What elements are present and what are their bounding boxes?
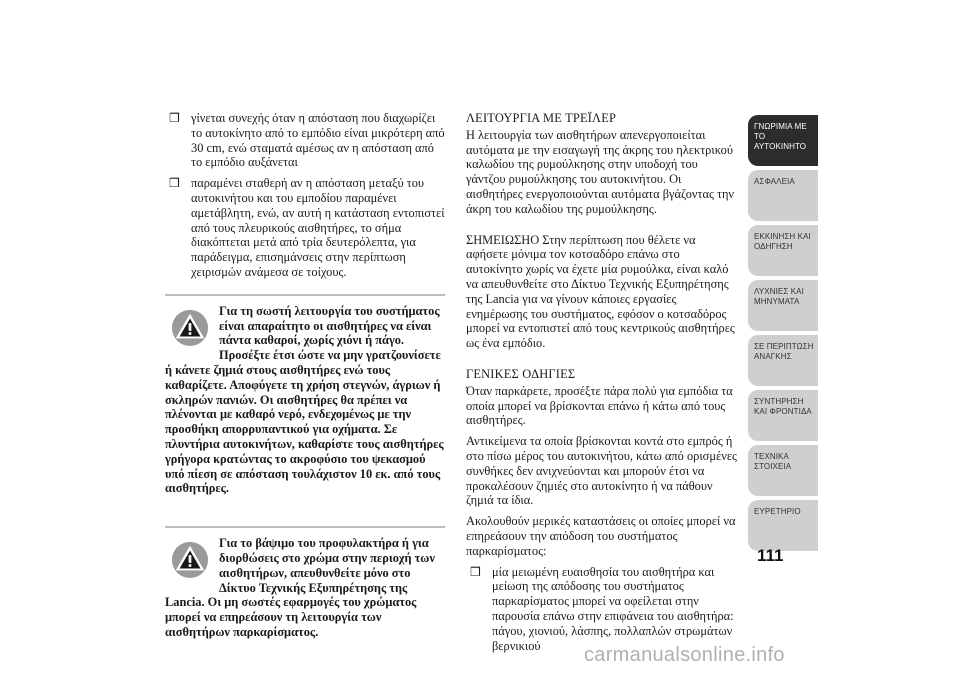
bullet-text: μία μειωμένη ευαισθησία του αισθητήρα και μείωση της απόδοσης του συστήματος παρκαρίσματος μπορεί να οφείλεται στην παρουσία επάνω στην επιφάνεια του αισθητήρα: πάγου, χιονιού, λάσπης, πολλαπλών στρωμάτων βερνικιού	[492, 564, 734, 653]
paragraph-note: ΣΗΜΕΙΩΣΗΟ Στην περίπτωση που θέλετε να αφήσετε μόνιμα τον κοτσαδόρο επάνω στο αυτοκίνητο χωρίς να έχετε μία ρυμούλκα, είναι καλό να απευθυνθείτε στο Δίκτυο Τεχνικής Εξυπηρέτησης της Lancia για να γίνουν κάποιες εργασίες ενημέρωσης του συστήματος, εφόσον ο κοτσαδόρος μπορεί να εντοπιστεί από τους κεντρικούς αισθητήρες ως ένα εμπόδιο.	[466, 232, 735, 351]
checkbox-bullet-icon: ❒	[169, 111, 180, 125]
paragraph: Όταν παρκάρετε, προσέξτε πάρα πολύ για εμπόδια τα οποία μπορεί να βρίσκονται επάνω ή κάτω από τους αισθητήρες.	[466, 383, 733, 428]
paragraph: Ακολουθούν μερικές καταστάσεις οι οποίες μπορεί να επηρεάσουν την απόδοση του συστήματος παρκαρίσματος:	[466, 514, 736, 558]
right-column	[466, 111, 738, 659]
tab-starting-driving[interactable]: ΕΚΚΙΝΗΣΗ ΚΑΙ ΟΔΗΓΗΣΗ	[748, 225, 818, 276]
tab-maintenance[interactable]: ΣΥΝΤΗΡΗΣΗ ΚΑΙ ΦΡΟΝΤΙΔΑ	[748, 390, 818, 441]
left-column	[165, 111, 445, 640]
checkbox-bullet-icon: ❒	[470, 564, 481, 579]
warning-triangle-icon	[171, 304, 209, 350]
tab-getting-to-know[interactable]: ΓΝΩΡΙΜΙΑ ΜΕ ΤΟ ΑΥΤΟΚΙΝΗΤΟ	[748, 115, 818, 166]
watermark: carmanualsonline.info	[584, 644, 785, 666]
warning-box-cleaning	[165, 294, 445, 496]
tab-safety[interactable]: ΑΣΦΑΛΕΙΑ	[748, 170, 818, 221]
tab-technical-data[interactable]: ΤΕΧΝΙΚΑ ΣΤΟΙΧΕΙΑ	[748, 445, 818, 496]
bullet-text: παραμένει σταθερή αν η απόσταση μεταξύ του αυτοκινήτου και του εμποδίου παραμένει αμετάβλητη, ενώ, αν αυτή η κατάσταση εντοπιστεί από τους πλευρικούς αισθητήρες, το σήμα διακόπτεται μετά από τρία δευτερόλεπτα, για παράδειγμα, επισημάνσεις στην περίπτωση χειρισμών ανάμεσα σε τοίχους.	[191, 176, 445, 279]
section-heading-general: ΓΕΝΙΚΕΣ ΟΔΗΓΙΕΣ	[466, 366, 576, 381]
bullet-text: γίνεται συνεχής όταν η απόσταση που διαχωρίζει το αυτοκίνητο από το εμπόδιο είναι μικρότερη από 30 cm, ενώ σταματά αμέσως αν η απόσταση από το εμπόδιο αυξάνεται	[191, 111, 445, 170]
warning-triangle-icon	[171, 536, 209, 582]
section-heading-trailer: ΛΕΙΤΟΥΡΓΙΑ ΜΕ ΤΡΕΪΛΕΡ	[466, 111, 617, 125]
warning-text: Για το βάψιμο του προφυλακτήρα ή για διορθώσεις στο χρώμα στην περιοχή των αισθητήρων, απευθυνθείτε μόνο στο Δίκτυο Τεχνικής Εξυπηρέτησης της Lancia. Οι μη σωστές εφαρμογές του χρώματος μπορεί να επηρεάσουν τη λειτουργία των αισθητήρων παρκαρίσματος.	[165, 536, 435, 639]
page-number: 111	[757, 546, 784, 565]
tab-lights-messages[interactable]: ΛΥΧΝΙΕΣ ΚΑΙ ΜΗΝΥΜΑΤΑ	[748, 280, 818, 331]
warning-box-paint	[165, 526, 445, 640]
paragraph: Η λειτουργία των αισθητήρων απενεργοποιείται αυτόματα με την εισαγωγή της άκρης του ηλεκτρικού καλωδίου της ρυμούλκησης στην υποδοχή του γάντζου ρυμούλκησης του αυτοκινήτου. Οι αισθητήρες ενεργοποιούνται αυτόματα βγάζοντας την άκρη του καλωδίου της ρυμούλκησης.	[466, 127, 735, 216]
paragraph: Αντικείμενα τα οποία βρίσκονται κοντά στο εμπρός ή στο πίσω μέρος του αυτοκινήτου, κάτω από ορισμένες συνθήκες δεν ανιχνεύονται και μπορούν έτσι να προκαλέσουν ζημιές στο αυτοκίνητο ή να πάθουν ζημιά τα ίδια.	[466, 434, 737, 508]
tab-emergency[interactable]: ΣΕ ΠΕΡΙΠΤΩΣΗ ΑΝΑΓΚΗΣ	[748, 335, 818, 386]
checkbox-bullet-icon: ❒	[169, 176, 180, 191]
warning-text: Για τη σωστή λειτουργία του συστήματος είναι απαραίτητο οι αισθητήρες να είναι πάντα καθαροί, χωρίς χιόνι ή πάγο. Προσέξτε έτσι ώστε να μην γρατζουνίσετε ή κάνετε ζημιά στους αισθητήρες ενώ τους καθαρίζετε. Αποφύγετε τη χρήση στεγνών, άγριων ή σκληρών πανιών. Οι αισθητήρες θα πρέπει να πλένονται με καθαρό νερό, ενδεχομένως με την προσθήκη απορρυπαντικού για οχήματα. Σε πλυντήρια αυτοκινήτων, καθαρίστε τους αισθητήρες γρήγορα κρατώντας το ακροφύσιο του ψεκασμού υπό πίεση σε απόσταση τουλάχιστον 10 εκ. από τους αισθητήρες.	[165, 303, 444, 496]
list-item	[466, 565, 738, 654]
tab-index[interactable]: ΕΥΡΕΤΗΡΙΟ	[748, 500, 818, 551]
list-item	[165, 111, 445, 170]
list-item	[165, 176, 445, 280]
chapter-tabs	[748, 115, 818, 555]
